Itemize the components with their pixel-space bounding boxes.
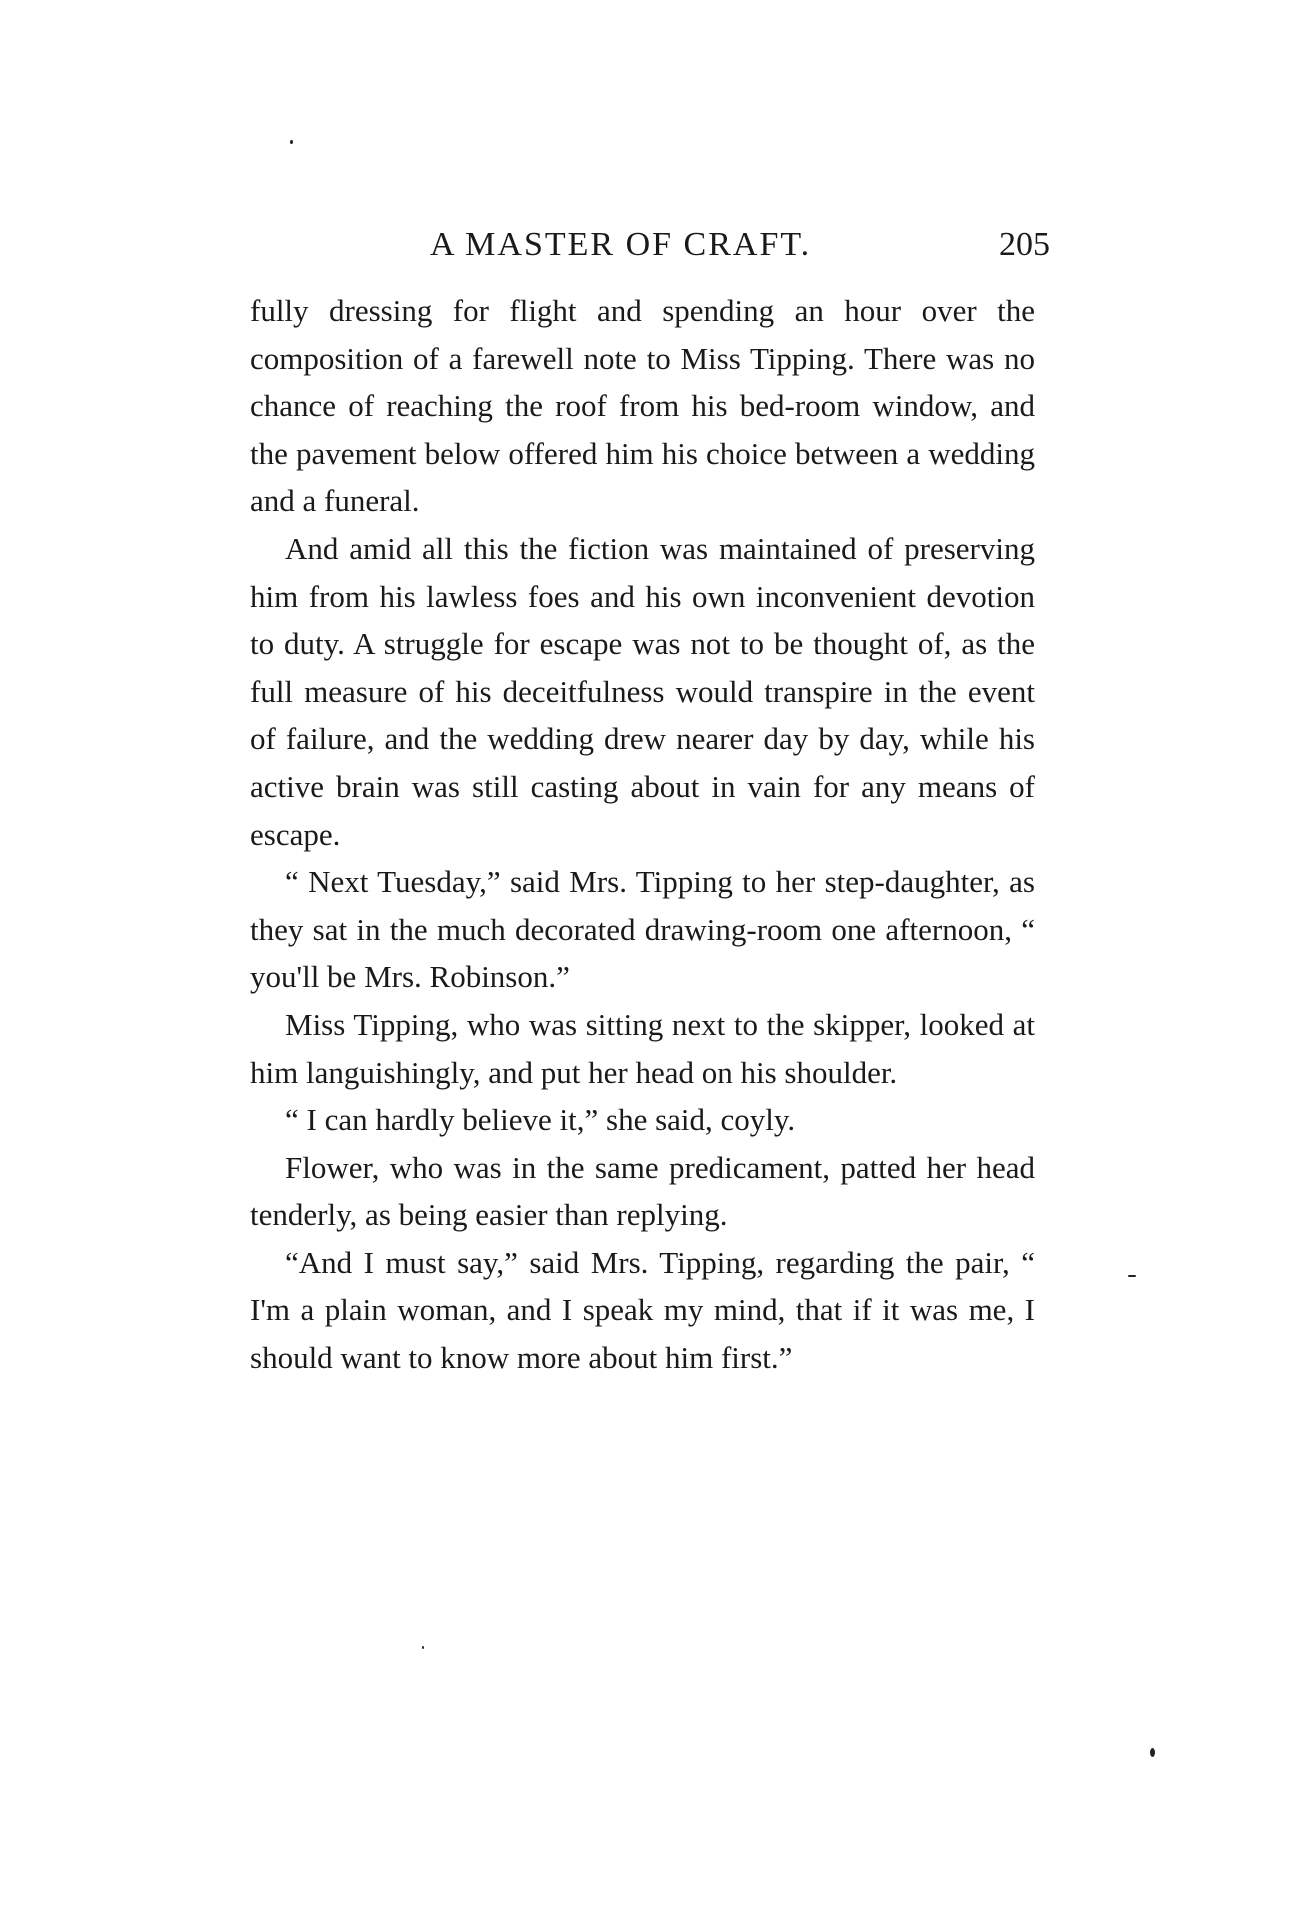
paragraph-6: Flower, who was in the same predicament, patted her head tenderly, as being easier than replying. [250, 1149, 1035, 1233]
paragraph-4: Miss Tipping, who was sitting next to the skipper, looked at him languishingly, and put her head on his shoulder. [250, 1006, 1035, 1090]
paragraph-2: And amid all this the fiction was maintained of preserving him from his lawless foes and his own inconvenient devotion to duty. A struggle for escape was not to be thought of, as the full measure of his deceitfulness would transpire in the event of failure, and the wedding drew nearer day by day, while his active brain was still casting about in vain for any means of escape. [250, 530, 1035, 852]
scan-speck [1150, 1748, 1155, 1757]
scan-speck [290, 140, 293, 144]
paragraph-3: “ Next Tuesday,” said Mrs. Tipping to her step-daughter, as they sat in the much decorated drawing-room one afternoon, “ you'll be Mrs. Robinson.” [250, 864, 1035, 995]
running-title: A MASTER OF CRAFT. [430, 226, 812, 263]
scan-speck [1128, 1275, 1136, 1277]
paragraph-5: “ I can hardly believe it,” she said, coyly. [285, 1102, 796, 1138]
paragraph-1: fully dressing for flight and spending an hour over the composition of a farewell note to Miss Tipping. There was no chance of reaching the roof from his bed-room window, and the pavement below offered him his choice between a wedding and a funeral. [250, 293, 1035, 519]
page-header [250, 220, 1050, 270]
scan-speck [422, 1646, 424, 1649]
paragraph-7: “And I must say,” said Mrs. Tipping, regarding the pair, “ I'm a plain woman, and I speak my mind, that if it was me, I should want to know more about him first.” [250, 1244, 1035, 1376]
page-number: 205 [999, 226, 1050, 263]
body-text [250, 287, 1035, 1382]
